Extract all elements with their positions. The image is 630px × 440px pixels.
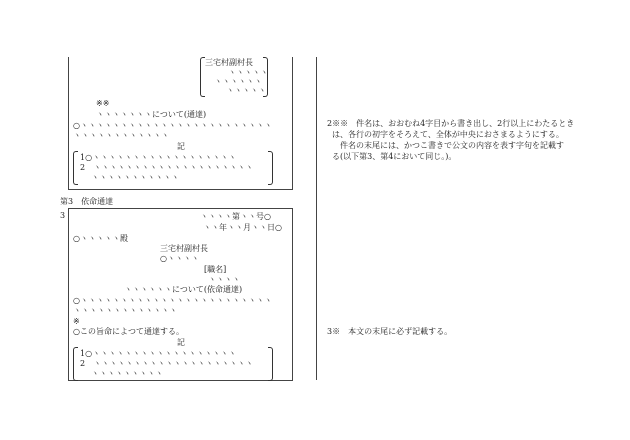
- note-2: る(以下第3、第4において同じ。)。: [332, 152, 457, 161]
- section-number: 3: [60, 211, 66, 220]
- body-text: ○ヽヽヽヽヽヽヽヽヽヽヽヽヽヽヽヽヽヽヽヽヽヽヽヽ: [73, 296, 272, 305]
- column-divider: [316, 57, 317, 380]
- list-item: 1○ヽヽヽヽヽヽヽヽヽヽヽヽヽヽヽヽヽヽ: [80, 153, 237, 162]
- list-item: ヽヽヽヽヽヽヽヽヽ: [91, 369, 163, 378]
- ki-label: 記: [177, 338, 185, 347]
- s3-box-right-border: [292, 208, 293, 381]
- note-mark: ※※: [96, 99, 110, 108]
- addressee: ○ヽヽヽヽヽ殿: [73, 234, 128, 243]
- list-item: 2 ヽヽヽヽヽヽヽヽヽヽヽヽヽヽヽヽヽヽヽヽ: [80, 163, 254, 172]
- note-mark: ※: [73, 317, 80, 326]
- note-2: 2※※ 件名は、おおむね4字目から書き出し、2行以上にわたるとき: [327, 119, 575, 128]
- document-number: ヽヽヽヽ第ヽヽ号○: [200, 212, 271, 221]
- s3-box-left-border: [68, 208, 69, 381]
- recipient-line: ヽヽヽヽヽ: [228, 68, 268, 77]
- items-bracket-right: [268, 347, 273, 381]
- subject: ヽヽヽヽヽヽヽについて(通達): [96, 110, 207, 119]
- items-bracket-left: [73, 151, 78, 185]
- note-2: 件名の末尾には、かつこ書きで公文の内容を表す字句を記載す: [332, 141, 564, 150]
- items-bracket-left: [73, 347, 78, 381]
- recipient-line: ヽヽヽヽヽヽ: [214, 77, 262, 86]
- recipient-title: 三宅村副村長: [205, 58, 253, 67]
- position-label: [職名]: [204, 265, 227, 274]
- top-box-bottom-border: [68, 189, 293, 190]
- note-3: 3※ 本文の末尾に必ず記載する。: [327, 327, 453, 336]
- s3-box-top-border: [68, 208, 293, 209]
- subject: ヽヽヽヽヽヽについて(依命通達): [124, 285, 243, 294]
- list-item: 1○ヽヽヽヽヽヽヽヽヽヽヽヽヽヽヽヽヽヽ: [80, 349, 237, 358]
- list-item: 2 ヽヽヽヽヽヽヽヽヽヽヽヽヽヽヽヽヽヽヽヽ: [80, 359, 254, 368]
- top-box-left-border: [68, 57, 69, 189]
- section-heading: 第3 依命通達: [60, 197, 114, 206]
- ki-label: 記: [177, 142, 185, 151]
- items-bracket-right: [268, 151, 273, 185]
- document-date: ヽヽ年ヽヽ月ヽヽ日○: [203, 223, 282, 232]
- body-text: ヽヽヽヽヽヽヽヽヽヽヽヽ: [73, 131, 169, 140]
- list-item: ヽヽヽヽヽヽヽヽヽヽヽ: [91, 173, 179, 182]
- position-name: ヽヽヽヽ: [208, 275, 240, 284]
- recipient-line: ヽヽヽヽヽ: [226, 86, 266, 95]
- sender-name: ○ヽヽヽヽ: [160, 254, 199, 263]
- sender-title: 三宅村副村長: [160, 244, 208, 253]
- closing-text: ○この旨命によつて通達する。: [73, 327, 184, 336]
- note-2: は、各行の初字をそろえて、全体が中央におさまるようにする。: [332, 130, 564, 139]
- top-box-right-border: [292, 57, 293, 189]
- body-text: ヽヽヽヽヽヽヽヽヽヽヽヽヽ: [73, 306, 177, 315]
- body-text: ○ヽヽヽヽヽヽヽヽヽヽヽヽヽヽヽヽヽヽヽヽヽヽヽヽ: [73, 121, 272, 130]
- s3-box-bottom-border: [68, 380, 293, 381]
